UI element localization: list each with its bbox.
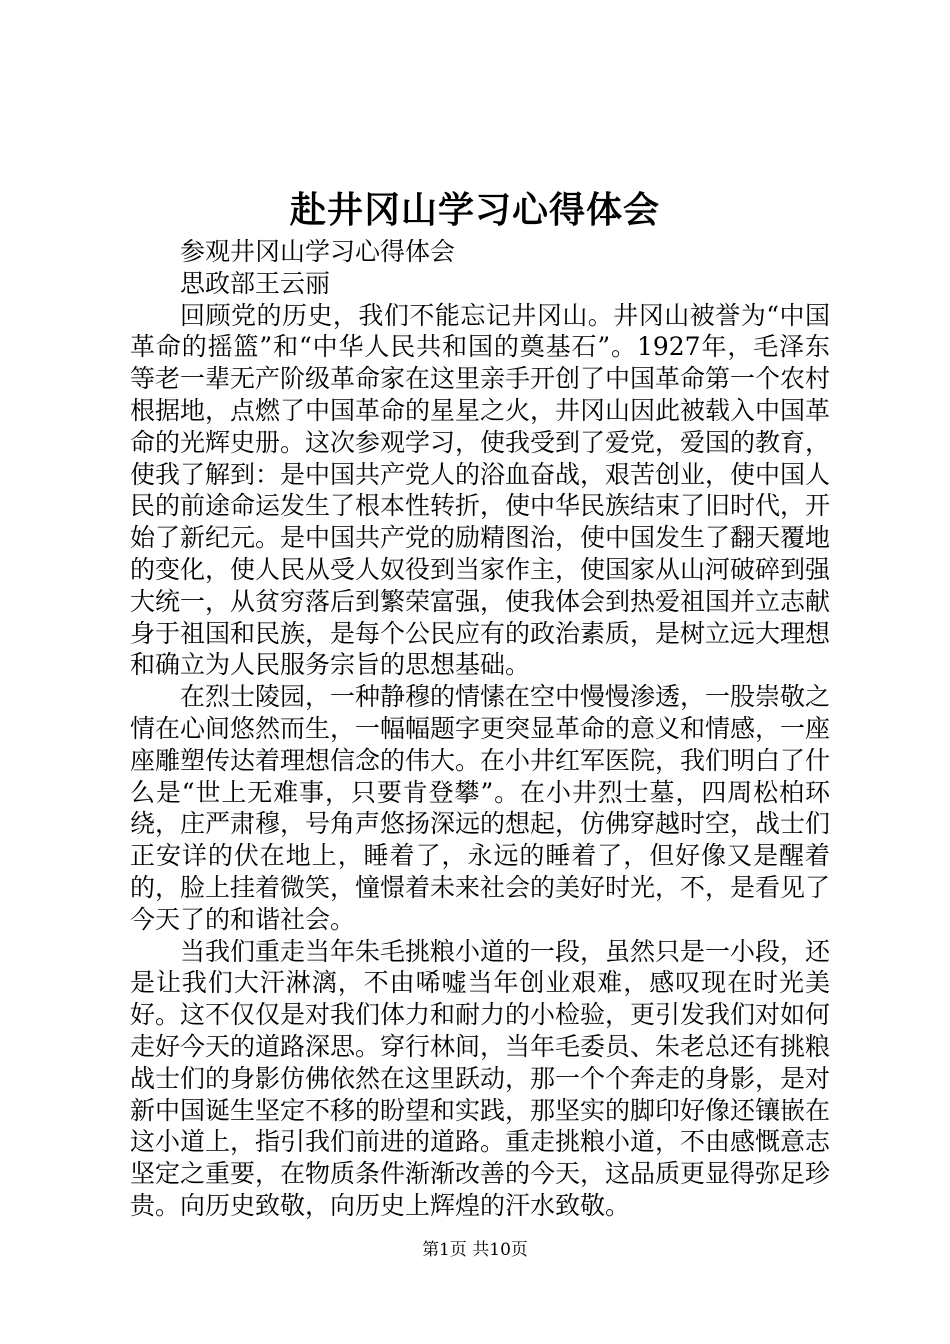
body-paragraph-1: 回顾党的历史，我们不能忘记井冈山。井冈山被誉为“中国革命的摇篮”和“中华人民共和国的奠基石”。1927年，毛泽东等老一辈无产阶级革命家在这里亲手开创了中国革命第一个农村根据地，点燃了中国革命的星星之火，井冈山因此被载入中国革命的光辉史册。这次参观学习，使我受到了爱党，爱国的教育，使我了解到：是中国共产党人的浴血奋战，艰苦创业，使中国人民的前途命运发生了根本性转折，使中华民族结束了旧时代，开始了新纪元。是中国共产党的励精图治，使中国发生了翻天覆地的变化，使人民从受人奴役到当家作主，使国家从山河破碎到强大统一，从贫穷落后到繁荣富强，使我体会到热爱祖国并立志献身于祖国和民族，是每个公民应有的政治素质，是树立远大理想和确立为人民服务宗旨的思想基础。 xyxy=(130,300,831,680)
document-author: 思政部王云丽 xyxy=(180,268,331,298)
document-title: 赴井冈山学习心得体会 xyxy=(289,189,660,231)
page-number-footer: 第1页 共10页 xyxy=(422,1240,528,1260)
body-paragraph-3: 当我们重走当年朱毛挑粮小道的一段，虽然只是一小段，还是让我们大汗淋漓，不由唏嘘当年创业艰难，感叹现在时光美好。这不仅仅是对我们体力和耐力的小检验，更引发我们对如何走好今天的道路深思。穿行林间，当年毛委员、朱老总还有挑粮战士们的身影仿佛依然在这里跃动，那一个个奔走的身影，是对新中国诞生坚定不移的盼望和实践，那坚实的脚印好像还镶嵌在这小道上，指引我们前进的道路。重走挑粮小道，不由感慨意志坚定之重要，在物质条件渐渐改善的今天，这品质更显得弥足珍贵。向历史致敬，向历史上辉煌的汗水致敬。 xyxy=(130,936,831,1220)
body-paragraph-2: 在烈士陵园，一种静穆的情愫在空中慢慢渗透，一股崇敬之情在心间悠然而生，一幅幅题字更突显革命的意义和情感，一座座雕塑传达着理想信念的伟大。在小井红军医院，我们明白了什么是“世上无难事，只要肯登攀”。在小井烈士墓，四周松柏环绕，庄严肃穆，号角声悠扬深远的想起，仿佛穿越时空，战士们正安详的伏在地上，睡着了，永远的睡着了，但好像又是醒着的，脸上挂着微笑，憧憬着未来社会的美好时光，不，是看见了今天了的和谐社会。 xyxy=(130,682,831,934)
document-subtitle: 参观井冈山学习心得体会 xyxy=(180,237,456,266)
document-body xyxy=(130,236,830,1222)
